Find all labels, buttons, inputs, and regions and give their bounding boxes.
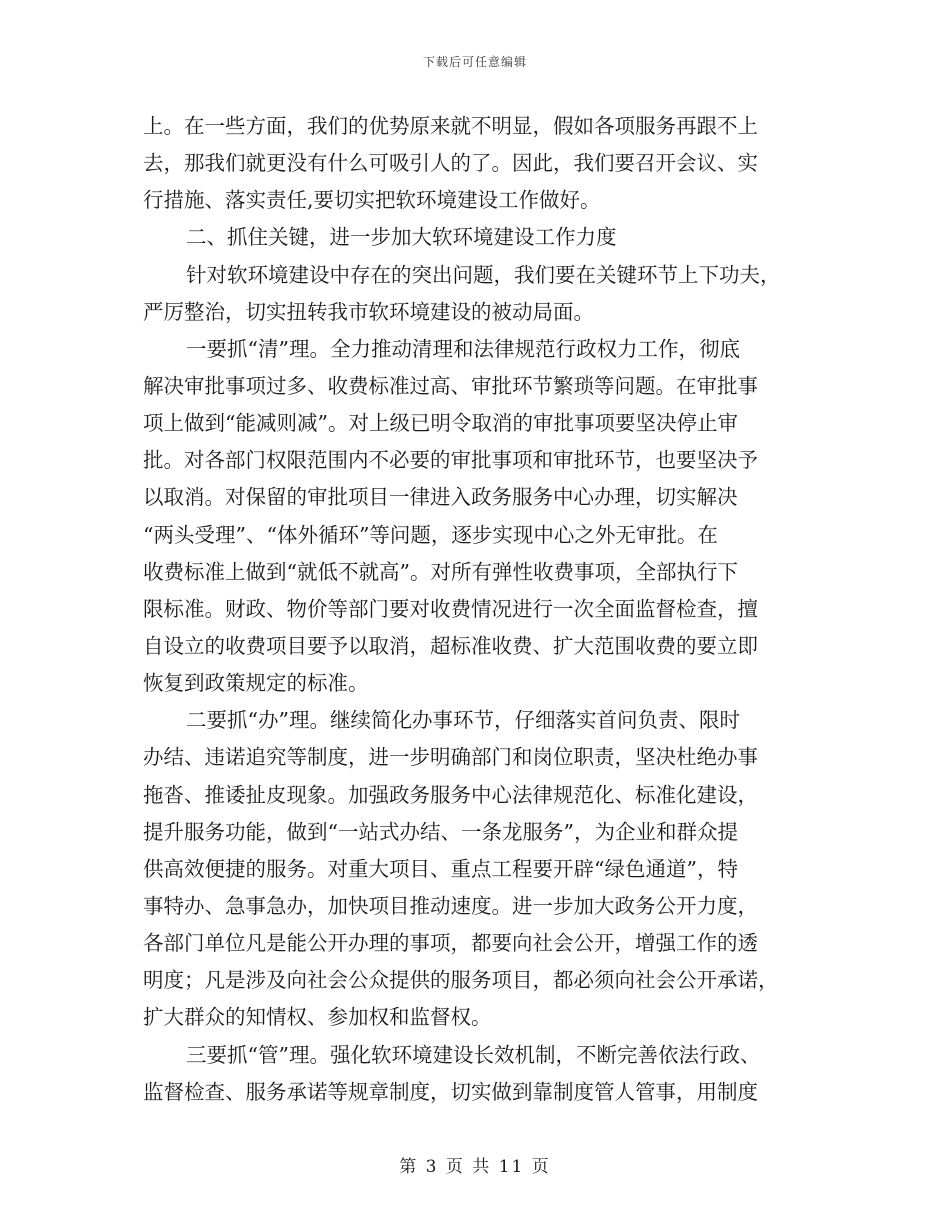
text-line: 针对软环境建设中存在的突出问题，我们要在关键环节上下功夫， <box>186 262 781 287</box>
text-line: 严厉整治，切实扭转我市软环境建设的被动局面。 <box>143 299 594 324</box>
text-line: 监督检查、服务承诺等规章制度，切实做到靠制度管人管事，用制度 <box>143 1079 758 1104</box>
text-line: 拖沓、推诿扯皮现象。加强政务服务中心法律规范化、标准化建设， <box>143 782 758 807</box>
text-line: 扩大群众的知情权、参加权和监督权。 <box>143 1005 492 1030</box>
text-line: 自设立的收费项目要予以取消，超标准收费、扩大范围收费的要立即 <box>143 633 758 658</box>
text-line: 去，那我们就更没有什么可吸引人的了。因此，我们要召开会议、实 <box>143 151 758 176</box>
text-line: 三要抓“管”理。强化软环境建设长效机制，不断完善依法行政、 <box>186 1042 761 1067</box>
text-line: 恢复到政策规定的标准。 <box>143 671 369 696</box>
text-line: 各部门单位凡是能公开办理的事项，都要向社会公开，增强工作的透 <box>143 931 758 956</box>
text-line: 限标准。财政、物价等部门要对收费情况进行一次全面监督检查，擅 <box>143 596 758 621</box>
document-body <box>143 108 813 1111</box>
text-line: 上。在一些方面，我们的优势原来就不明显，假如各项服务再跟不上 <box>143 114 758 138</box>
text-line: 明度；凡是涉及向社会公众提供的服务项目，都必须向社会公开承诺， <box>143 968 779 993</box>
text-line: 项上做到“能减则减”。对上级已明令取消的审批事项要坚决停止审 <box>143 411 738 436</box>
text-line: 二、抓住关键，进一步加大软环境建设工作力度 <box>186 225 617 250</box>
text-line: 以取消。对保留的审批项目一律进入政务服务中心办理，切实解决 <box>143 485 738 510</box>
page-header: 下载后可任意编辑 <box>422 55 527 69</box>
text-line: 供高效便捷的服务。对重大项目、重点工程要开辟“绿色通道”，特 <box>143 856 738 881</box>
text-line: 批。对各部门权限范围内不必要的审批事项和审批环节，也要坚决予 <box>143 448 758 473</box>
text-line: 二要抓“办”理。继续简化办事环节，仔细落实首问负责、限时 <box>186 708 740 733</box>
text-line: 事特办、急事急办，加快项目推动速度。进一步加大政务公开力度， <box>143 893 758 918</box>
text-line: 办结、违诺追究等制度，进一步明确部门和岗位职责，坚决杜绝办事 <box>143 745 758 770</box>
text-line: 收费标准上做到“就低不就高”。对所有弹性收费事项，全部执行下 <box>143 559 738 584</box>
page-footer: 第 3 页 共 11 页 <box>399 1157 551 1177</box>
text-line: 行措施、落实责任,要切实把软环境建设工作做好。 <box>143 188 601 213</box>
text-line: 一要抓“清”理。全力推动清理和法律规范行政权力工作，彻底 <box>186 336 740 361</box>
text-line: 提升服务功能，做到“一站式办结、一条龙服务”，为企业和群众提 <box>143 819 738 844</box>
text-line: “两头受理”、“体外循环”等问题，逐步实现中心之外无审批。在 <box>143 522 718 547</box>
text-line: 解决审批事项过多、收费标准过高、审批环节繁琐等问题。在审批事 <box>143 373 758 398</box>
